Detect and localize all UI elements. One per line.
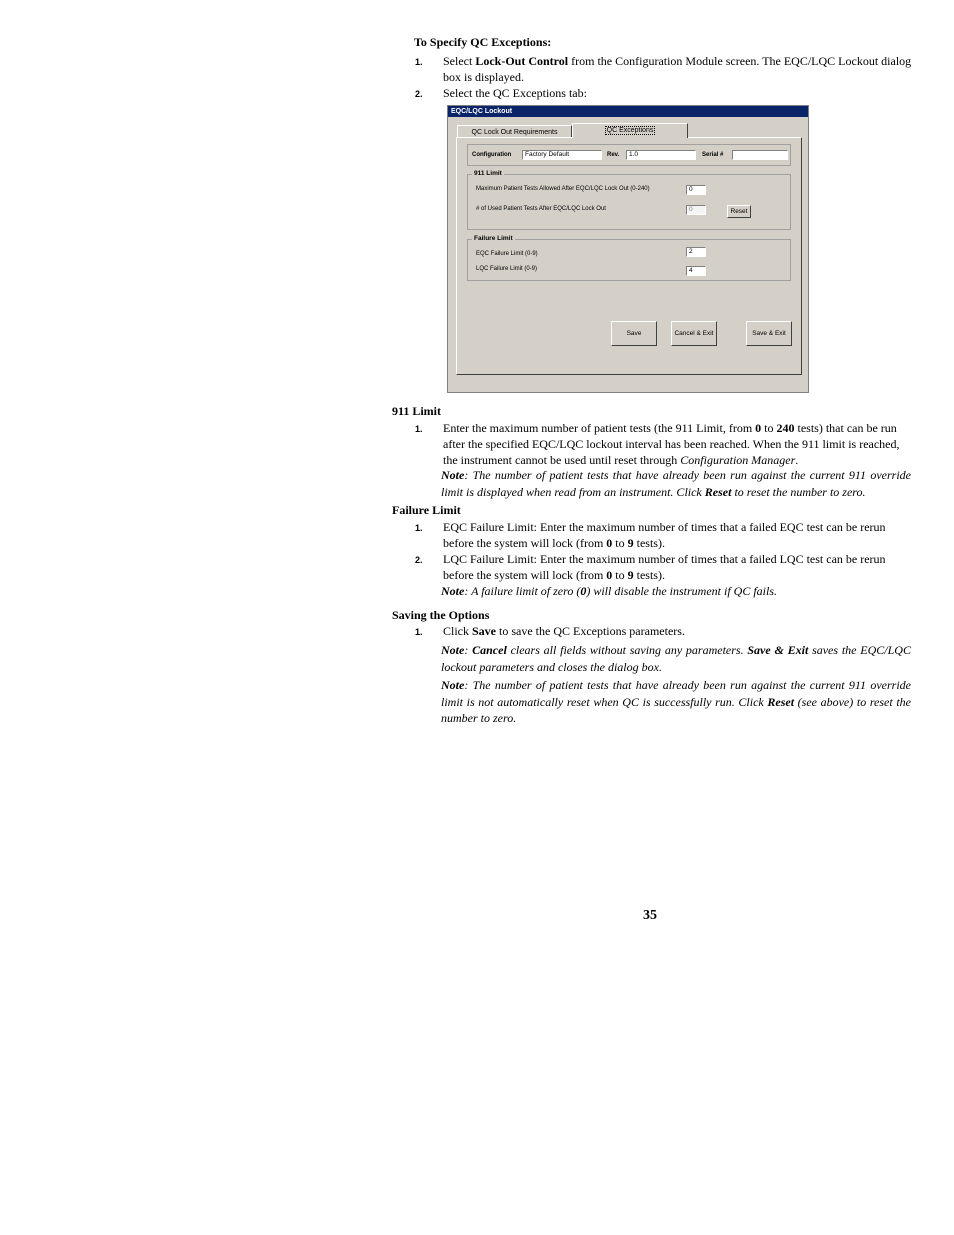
save-button[interactable]: Save — [611, 321, 657, 346]
reset-button[interactable]: Reset — [727, 205, 751, 218]
step-number: 1. — [415, 627, 423, 637]
serial-field[interactable] — [732, 150, 788, 160]
saving-note-1: Note: Cancel clears all fields without saving any parameters. Save & Exit saves the EQC/LQC lockout parameters and closes the dialog box. — [441, 643, 911, 674]
rev-label: Rev. — [607, 152, 620, 158]
eqc-failure-label: EQC Failure Limit (0-9) — [476, 251, 538, 257]
limit911-note: Note: The number of patient tests that have already been run against the current 911 override limit is displayed when read from an instrument. Click Reset to reset the number to zero. — [441, 468, 911, 499]
max-tests-field[interactable]: 0 — [686, 185, 706, 195]
configuration-label: Configuration — [472, 152, 512, 158]
failure-step-1: EQC Failure Limit: Enter the maximum number of times that a failed EQC test can be rerun before the system will lock (from 0 to 9 tests). — [443, 520, 886, 550]
limit911-group — [467, 170, 791, 230]
failure-limit-heading: Failure Limit — [392, 503, 461, 517]
cancel-exit-button[interactable]: Cancel & Exit — [671, 321, 717, 346]
dialog-title: EQC/LQC Lockout — [448, 106, 808, 117]
step-number: 1. — [415, 424, 423, 434]
eqc-failure-field[interactable]: 2 — [686, 247, 706, 257]
limit911-step: Enter the maximum number of patient tests (the 911 Limit, from 0 to 240 tests) that can be run after the specified EQC/LQC lockout interval has been reached. When the 911 limit is reached, the instrument cannot be used until reset through Configuration Manager. — [443, 421, 900, 467]
used-tests-label: # of Used Patient Tests After EQC/LQC Lock Out — [476, 206, 606, 212]
failure-note: Note: A failure limit of zero (0) will disable the instrument if QC fails. — [441, 584, 777, 598]
tab-panel — [456, 137, 802, 375]
intro-heading: To Specify QC Exceptions: — [414, 35, 552, 49]
saving-note-2: Note: The number of patient tests that have already been run against the current 911 override limit is not automatically reset when QC is successfully run. Click Reset (see above) to reset the number to zero. — [441, 678, 911, 725]
step-number: 2. — [415, 555, 423, 565]
lqc-failure-label: LQC Failure Limit (0-9) — [476, 266, 538, 272]
tab-qc-lockout-requirements[interactable]: QC Lock Out Requirements — [457, 125, 572, 138]
limit911-heading: 911 Limit — [392, 404, 442, 418]
rev-field[interactable]: 1.0 — [626, 150, 696, 160]
failure-limit-group — [467, 235, 791, 281]
intro-step-1: Select Lock-Out Control from the Configuration Module screen. The EQC/LQC Lockout dialog box is displayed. — [443, 54, 912, 84]
lqc-failure-field[interactable]: 4 — [686, 266, 706, 276]
saving-step: Click Save to save the QC Exceptions parameters. — [443, 624, 685, 638]
configuration-field[interactable]: Factory Default — [522, 150, 602, 160]
limit911-group-title: 911 Limit — [474, 170, 502, 177]
tab-qc-exceptions[interactable] — [572, 123, 688, 138]
tab-qc-exceptions-label: QC Exceptions — [606, 127, 654, 134]
intro-step-2: Select the QC Exceptions tab: — [443, 86, 587, 100]
saving-heading: Saving the Options — [392, 608, 490, 622]
failure-step-2: LQC Failure Limit: Enter the maximum number of times that a failed LQC test can be rerun before the system will lock (from 0 to 9 tests). — [443, 552, 886, 582]
page-number: 35 — [643, 908, 657, 923]
max-tests-label: Maximum Patient Tests Allowed After EQC/LQC Lock Out (0-240) — [476, 186, 650, 192]
configuration-row — [467, 144, 791, 166]
failure-limit-group-title: Failure Limit — [474, 235, 513, 242]
save-exit-button[interactable]: Save & Exit — [746, 321, 792, 346]
step-number: 1. — [415, 523, 423, 533]
step-number: 1. — [415, 57, 423, 67]
serial-label: Serial # — [702, 152, 724, 158]
step-number: 2. — [415, 89, 423, 99]
used-tests-field: 0 — [686, 205, 706, 215]
lockout-dialog — [447, 105, 809, 393]
